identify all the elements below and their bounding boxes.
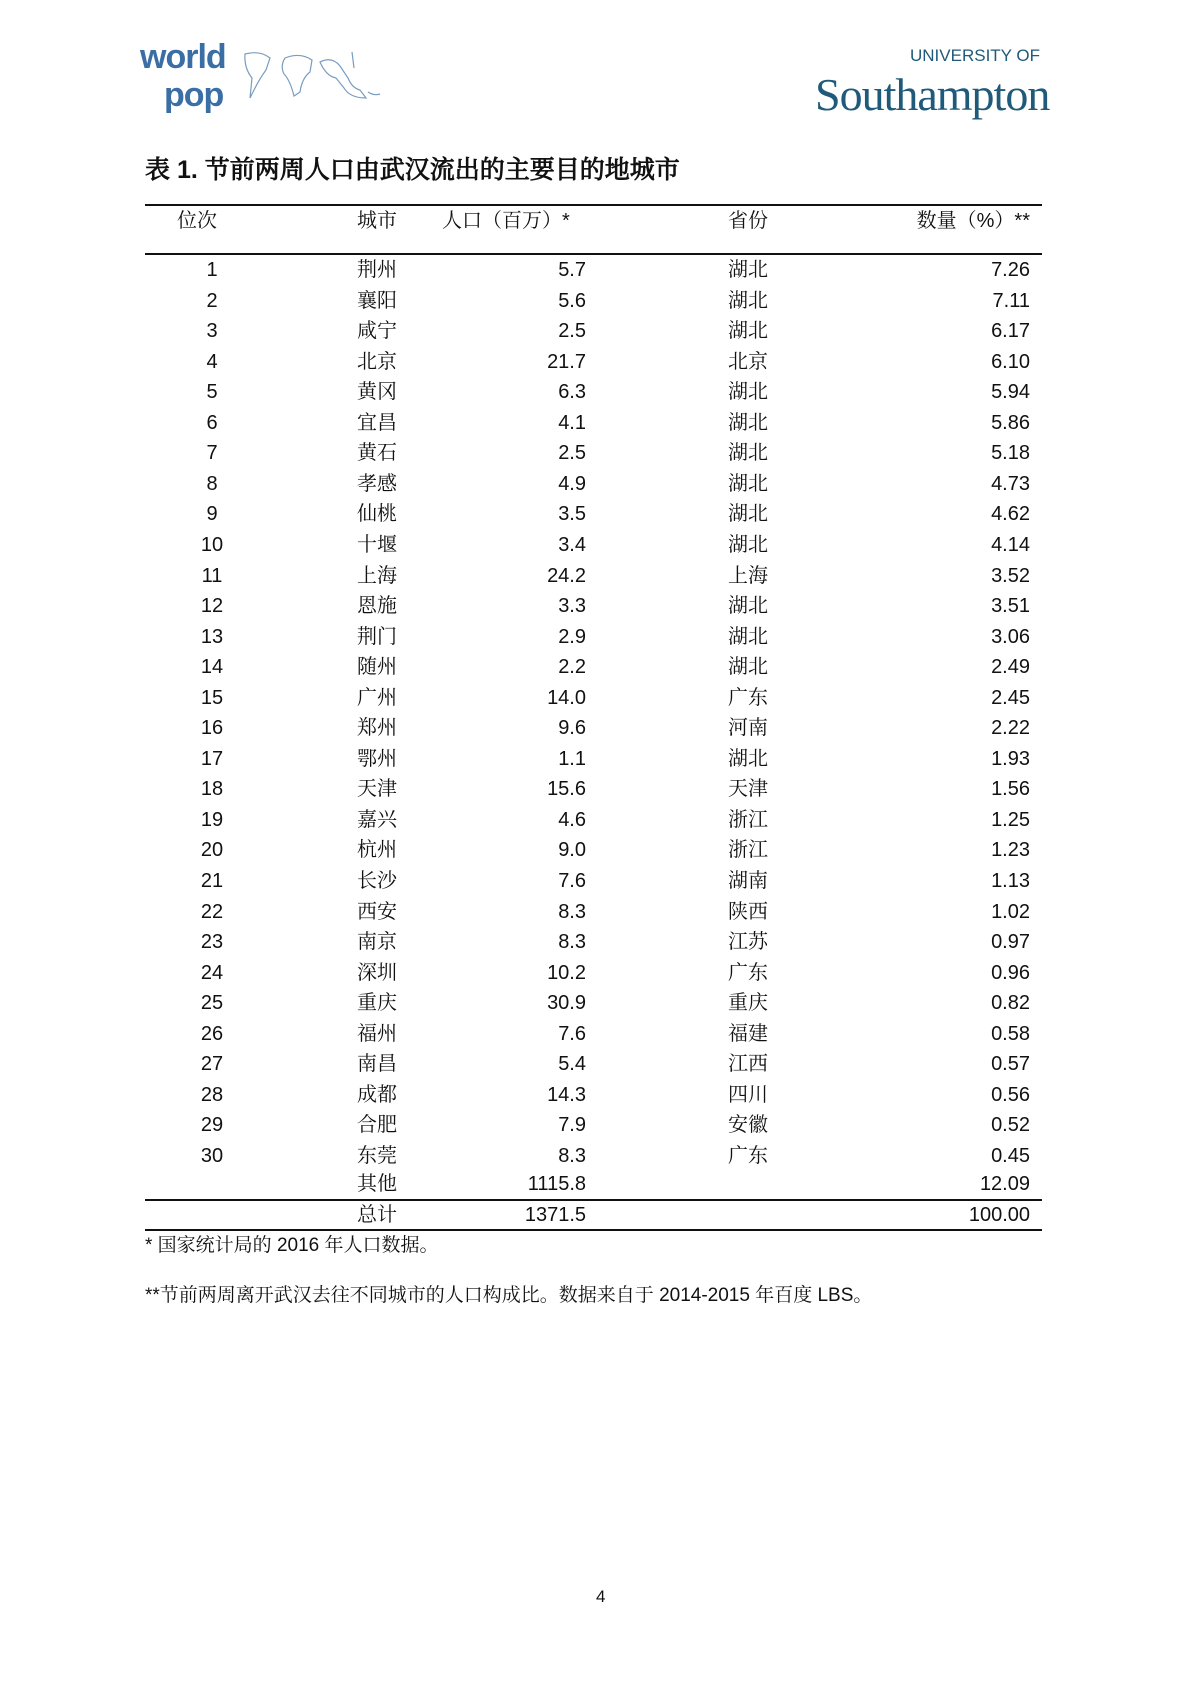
province-cell: 湖南 xyxy=(728,870,768,892)
city-cell: 福州 xyxy=(357,1022,397,1045)
footnote-1: * 国家统计局的 2016 年人口数据。 xyxy=(145,1235,439,1256)
population-cell: 4.1 xyxy=(558,411,586,434)
population-cell: 3.4 xyxy=(558,533,586,556)
table-bottom-rule xyxy=(145,1229,1042,1231)
population-cell: 4.9 xyxy=(558,472,586,495)
percent-cell: 0.97 xyxy=(991,931,1030,954)
province-cell: 湖北 xyxy=(728,442,768,465)
city-cell: 鄂州 xyxy=(357,747,397,770)
city-cell: 仙桃 xyxy=(357,503,397,526)
total-city: 总计 xyxy=(357,1204,397,1226)
city-cell: 宜昌 xyxy=(357,411,397,434)
province-cell: 江西 xyxy=(728,1053,768,1076)
province-cell: 上海 xyxy=(728,564,768,587)
percent-cell: 0.45 xyxy=(991,1144,1030,1167)
population-cell: 7.6 xyxy=(558,1022,586,1045)
footnote-2: **节前两周离开武汉去往不同城市的人口构成比。数据来自于 2014-2015 年百度 LBS。 xyxy=(145,1285,873,1306)
city-cell: 恩施 xyxy=(357,595,397,618)
worldpop-logo xyxy=(140,38,226,114)
percent-cell: 0.82 xyxy=(991,992,1030,1015)
population-cell: 5.4 xyxy=(558,1053,586,1076)
percent-cell: 5.94 xyxy=(991,381,1030,404)
population-cell: 14.3 xyxy=(547,1083,586,1106)
province-cell: 湖北 xyxy=(728,320,768,343)
province-cell: 北京 xyxy=(728,350,768,373)
population-cell: 7.6 xyxy=(558,870,586,892)
city-cell: 随州 xyxy=(357,656,397,679)
population-cell: 10.2 xyxy=(547,961,586,984)
percent-cell: 7.11 xyxy=(992,289,1030,312)
city-cell: 北京 xyxy=(357,350,397,373)
other-city: 其他 xyxy=(357,1173,397,1195)
population-cell: 2.5 xyxy=(558,442,586,465)
percent-cell: 3.51 xyxy=(991,595,1030,618)
rank-cell: 2 xyxy=(206,289,218,312)
city-cell: 成都 xyxy=(357,1083,397,1106)
city-cell: 荆州 xyxy=(357,259,397,281)
logo-text: UNIVERSITY OF xyxy=(910,46,1041,65)
rank-cell: 30 xyxy=(200,1144,224,1167)
rank-cell: 11 xyxy=(201,564,223,587)
population-cell: 9.0 xyxy=(558,839,586,862)
province-cell: 湖北 xyxy=(728,625,768,648)
percent-cell: 1.02 xyxy=(991,900,1030,923)
column-header-city: 城市 xyxy=(357,210,397,232)
city-cell: 嘉兴 xyxy=(357,808,397,831)
percent-cell: 3.52 xyxy=(991,564,1030,587)
total-population: 1371.5 xyxy=(524,1204,586,1226)
city-cell: 合肥 xyxy=(357,1114,397,1137)
percent-cell: 4.73 xyxy=(991,472,1030,495)
province-cell: 广东 xyxy=(728,686,768,709)
city-cell: 天津 xyxy=(357,778,397,801)
other-percent: 12.09 xyxy=(979,1173,1030,1195)
logo-text: world xyxy=(140,38,226,76)
percent-cell: 1.56 xyxy=(991,778,1030,801)
other-population: 1115.8 xyxy=(527,1173,586,1195)
table-top-rule xyxy=(145,204,1042,206)
city-cell: 十堰 xyxy=(357,533,397,556)
city-cell: 郑州 xyxy=(357,717,397,740)
total-percent: 100.00 xyxy=(968,1204,1030,1226)
province-cell: 湖北 xyxy=(728,595,768,618)
city-cell: 孝感 xyxy=(357,472,397,495)
population-cell: 3.3 xyxy=(558,595,586,618)
city-cell: 西安 xyxy=(357,900,397,923)
province-cell: 湖北 xyxy=(728,747,768,770)
city-cell: 杭州 xyxy=(357,839,397,862)
rank-cell: 29 xyxy=(200,1114,224,1137)
city-cell: 长沙 xyxy=(357,870,397,892)
rank-cell: 24 xyxy=(200,961,224,984)
population-cell: 8.3 xyxy=(558,931,586,954)
column-header-rank: 位次 xyxy=(177,210,217,232)
city-cell: 广州 xyxy=(357,686,397,709)
rank-cell: 10 xyxy=(200,533,224,556)
province-cell: 湖北 xyxy=(728,381,768,404)
rank-cell: 27 xyxy=(200,1053,224,1076)
percent-cell: 2.22 xyxy=(991,717,1030,740)
city-cell: 咸宁 xyxy=(357,320,397,343)
population-cell: 2.5 xyxy=(558,320,586,343)
table-title: 表 1. 节前两周人口由武汉流出的主要目的地城市 xyxy=(145,156,680,184)
percent-cell: 0.52 xyxy=(991,1114,1030,1137)
population-cell: 6.3 xyxy=(558,381,586,404)
rank-cell: 3 xyxy=(206,320,218,343)
population-cell: 8.3 xyxy=(558,900,586,923)
percent-cell: 6.17 xyxy=(991,320,1030,343)
rank-cell: 20 xyxy=(200,839,224,862)
population-cell: 30.9 xyxy=(547,992,586,1015)
population-cell: 2.9 xyxy=(558,625,586,648)
rank-cell: 8 xyxy=(206,472,218,495)
percent-cell: 1.93 xyxy=(991,747,1030,770)
province-cell: 浙江 xyxy=(728,839,768,862)
percent-cell: 2.45 xyxy=(991,686,1030,709)
city-cell: 黄冈 xyxy=(357,381,397,404)
population-cell: 5.6 xyxy=(558,289,586,312)
population-cell: 8.3 xyxy=(558,1144,586,1167)
rank-cell: 17 xyxy=(200,747,224,770)
city-cell: 重庆 xyxy=(357,992,397,1015)
column-header-percent: 数量（%）** xyxy=(916,210,1030,232)
city-cell: 黄石 xyxy=(357,442,397,465)
percent-cell: 0.57 xyxy=(991,1053,1030,1076)
population-cell: 9.6 xyxy=(558,717,586,740)
rank-cell: 21 xyxy=(200,870,224,892)
population-cell: 2.2 xyxy=(558,656,586,679)
percent-cell: 0.96 xyxy=(991,961,1030,984)
logo-text: pop xyxy=(164,76,224,114)
province-cell: 天津 xyxy=(728,778,768,801)
percent-cell: 2.49 xyxy=(991,656,1030,679)
rank-cell: 13 xyxy=(200,625,224,648)
province-cell: 重庆 xyxy=(728,992,768,1015)
rank-cell: 25 xyxy=(200,992,224,1015)
rank-cell: 26 xyxy=(200,1022,224,1045)
rank-cell: 18 xyxy=(200,778,224,801)
province-cell: 江苏 xyxy=(728,931,768,954)
percent-cell: 4.14 xyxy=(991,533,1030,556)
population-cell: 15.6 xyxy=(547,778,586,801)
rank-cell: 5 xyxy=(206,381,218,404)
province-cell: 陕西 xyxy=(728,900,768,923)
percent-cell: 4.62 xyxy=(991,503,1030,526)
rank-cell: 6 xyxy=(206,411,218,434)
page-number: 4 xyxy=(596,1587,606,1606)
city-cell: 荆门 xyxy=(357,625,397,648)
population-cell: 21.7 xyxy=(547,350,586,373)
southampton-logo xyxy=(815,46,1075,126)
population-cell: 3.5 xyxy=(558,503,586,526)
rank-cell: 23 xyxy=(200,931,224,954)
rank-cell: 16 xyxy=(200,717,224,740)
city-cell: 南京 xyxy=(357,931,397,954)
province-cell: 广东 xyxy=(728,1144,768,1167)
province-cell: 广东 xyxy=(728,961,768,984)
population-cell: 5.7 xyxy=(558,259,586,281)
province-cell: 安徽 xyxy=(728,1114,768,1137)
province-cell: 湖北 xyxy=(728,259,768,281)
rank-cell: 15 xyxy=(200,686,224,709)
header-rule xyxy=(145,253,1042,255)
population-cell: 1.1 xyxy=(558,747,586,770)
province-cell: 浙江 xyxy=(728,808,768,831)
column-header-province: 省份 xyxy=(728,210,768,232)
percent-cell: 5.18 xyxy=(991,442,1030,465)
logo-text: Southampton xyxy=(815,69,1050,120)
percent-cell: 0.56 xyxy=(991,1083,1030,1106)
population-cell: 4.6 xyxy=(558,808,586,831)
province-cell: 湖北 xyxy=(728,656,768,679)
percent-cell: 0.58 xyxy=(991,1022,1030,1045)
province-cell: 湖北 xyxy=(728,472,768,495)
population-cell: 7.9 xyxy=(558,1114,586,1137)
rank-cell: 14 xyxy=(200,656,224,679)
percent-cell: 1.13 xyxy=(991,870,1030,892)
province-cell: 福建 xyxy=(728,1022,768,1045)
city-cell: 深圳 xyxy=(357,961,397,984)
total-rule xyxy=(145,1199,1042,1201)
province-cell: 湖北 xyxy=(728,289,768,312)
rank-cell: 4 xyxy=(206,350,218,373)
rank-cell: 22 xyxy=(200,900,224,923)
province-cell: 河南 xyxy=(728,717,768,740)
column-header-population: 人口（百万）* xyxy=(442,210,570,232)
city-cell: 襄阳 xyxy=(357,289,397,312)
rank-cell: 9 xyxy=(206,503,218,526)
rank-cell: 12 xyxy=(200,595,224,618)
city-cell: 上海 xyxy=(357,564,397,587)
rank-cell: 7 xyxy=(206,442,218,465)
rank-cell: 28 xyxy=(200,1083,224,1106)
province-cell: 湖北 xyxy=(728,503,768,526)
province-cell: 四川 xyxy=(728,1083,768,1106)
province-cell: 湖北 xyxy=(728,533,768,556)
percent-cell: 5.86 xyxy=(991,411,1030,434)
world-map-icon xyxy=(240,48,390,103)
province-cell: 湖北 xyxy=(728,411,768,434)
percent-cell: 1.25 xyxy=(991,808,1030,831)
percent-cell: 3.06 xyxy=(991,625,1030,648)
city-cell: 南昌 xyxy=(357,1053,397,1076)
population-cell: 24.2 xyxy=(547,564,586,587)
rank-cell: 1 xyxy=(206,259,218,281)
population-cell: 14.0 xyxy=(547,686,586,709)
rank-cell: 19 xyxy=(200,808,224,831)
percent-cell: 7.26 xyxy=(991,259,1030,281)
percent-cell: 6.10 xyxy=(991,350,1030,373)
percent-cell: 1.23 xyxy=(991,839,1030,862)
city-cell: 东莞 xyxy=(357,1144,397,1167)
